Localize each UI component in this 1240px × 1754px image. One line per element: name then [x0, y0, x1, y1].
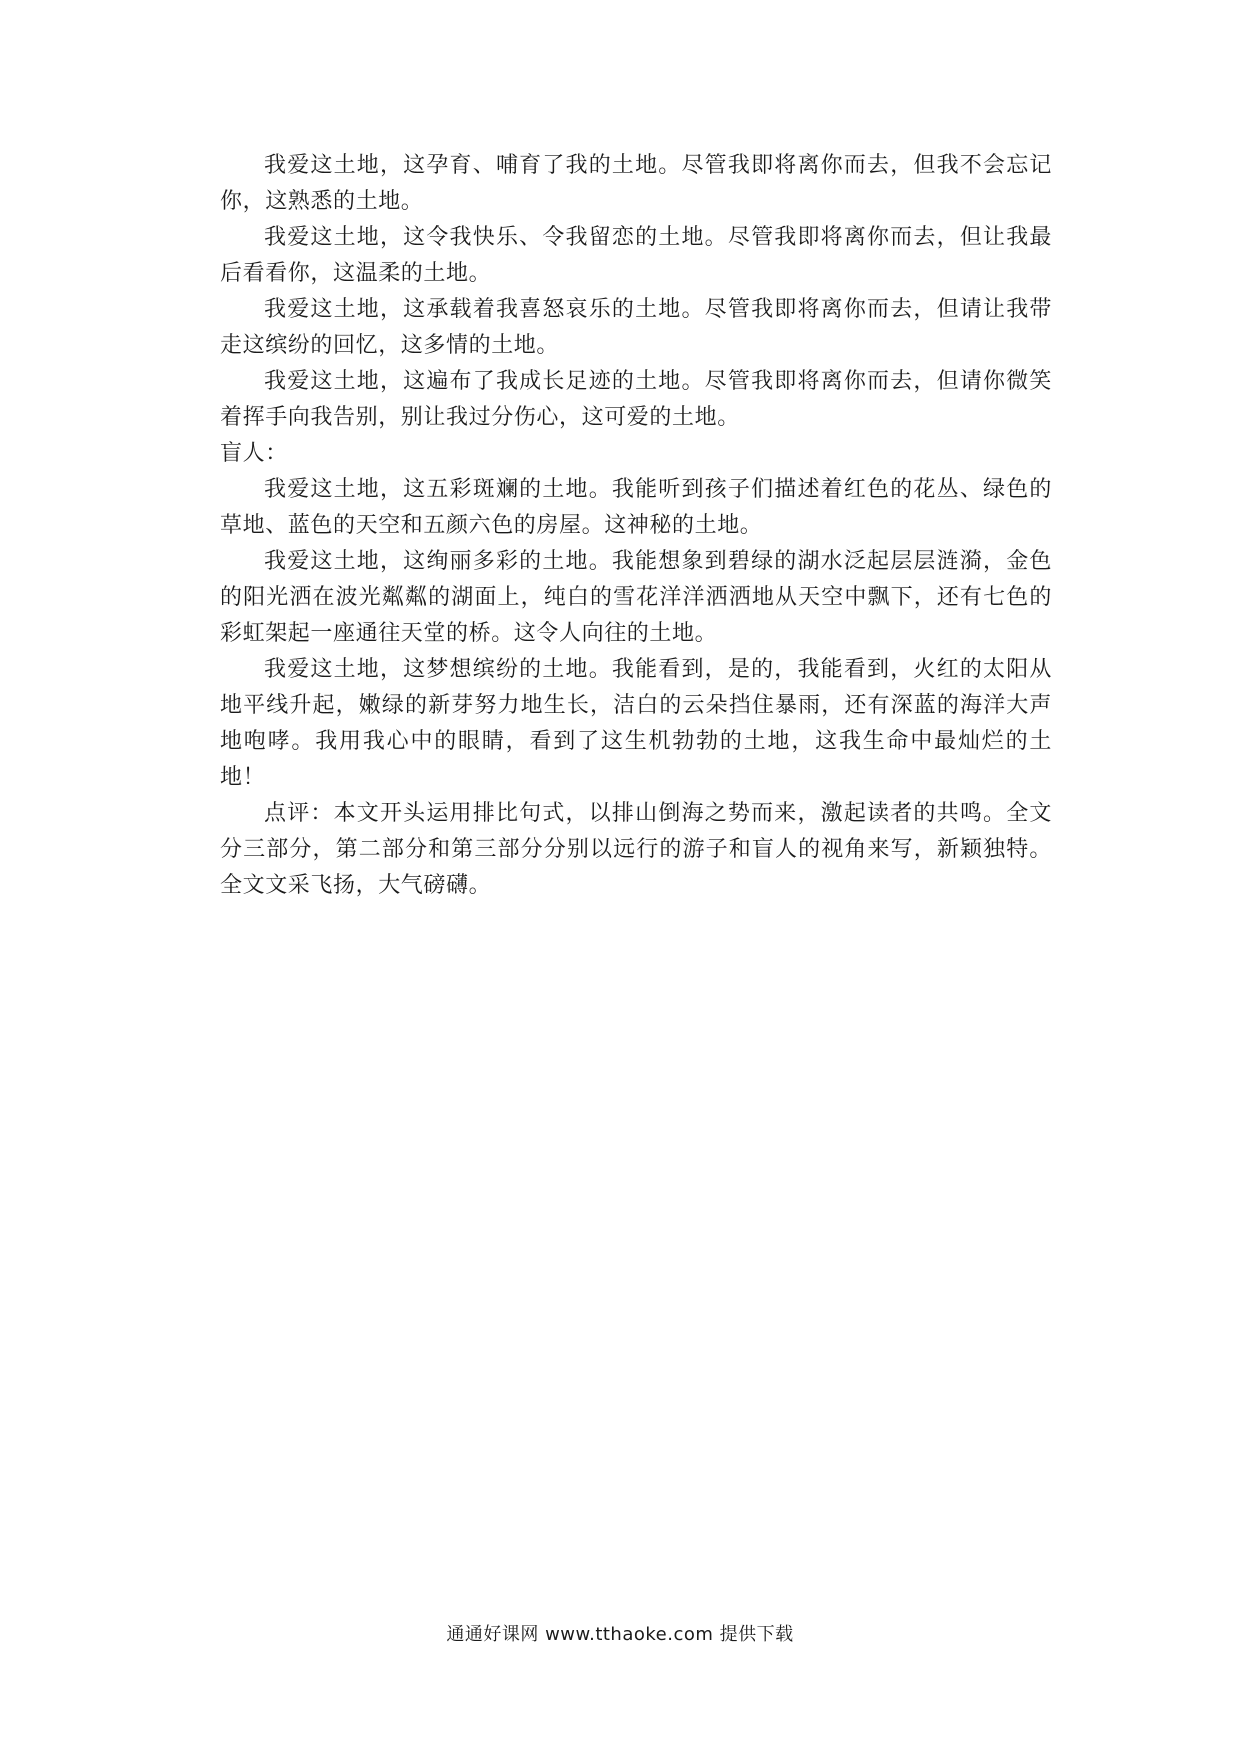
page-footer: 通通好课网 www.tthaoke.com 提供下载: [446, 1624, 794, 1645]
document-body: [220, 148, 1052, 904]
paragraph: 我爱这土地，这绚丽多彩的土地。我能想象到碧绿的湖水泛起层层涟漪，金色的阳光洒在波光粼粼的湖面上，纯白的雪花洋洋洒洒地从天空中飘下，还有七色的彩虹架起一座通往天堂的桥。这令人向往的土地。: [220, 549, 1052, 646]
paragraph: 我爱这土地，这令我快乐、令我留恋的土地。尽管我即将离你而去，但让我最后看看你，这温柔的土地。: [220, 225, 1052, 286]
commentary-paragraph: 点评：本文开头运用排比句式，以排山倒海之势而来，激起读者的共鸣。全文分三部分，第二部分和第三部分分别以远行的游子和盲人的视角来写，新颖独特。全文文采飞扬，大气磅礴。: [220, 801, 1052, 898]
paragraph: 我爱这土地，这五彩斑斓的土地。我能听到孩子们描述着红色的花丛、绿色的草地、蓝色的天空和五颜六色的房屋。这神秘的土地。: [220, 477, 1052, 538]
paragraph: 我爱这土地，这承载着我喜怒哀乐的土地。尽管我即将离你而去，但请让我带走这缤纷的回忆，这多情的土地。: [220, 297, 1052, 358]
paragraph: 我爱这土地，这遍布了我成长足迹的土地。尽管我即将离你而去，但请你微笑着挥手向我告别，别让我过分伤心，这可爱的土地。: [220, 369, 1052, 430]
section-label: 盲人：: [220, 441, 288, 466]
paragraph: 我爱这土地，这梦想缤纷的土地。我能看到，是的，我能看到，火红的太阳从地平线升起，嫩绿的新芽努力地生长，洁白的云朵挡住暴雨，还有深蓝的海洋大声地咆哮。我用我心中的眼睛，看到了这生机勃勃的土地，这我生命中最灿烂的土地！: [220, 657, 1052, 790]
paragraph: 我爱这土地，这孕育、哺育了我的土地。尽管我即将离你而去，但我不会忘记你，这熟悉的土地。: [220, 153, 1052, 214]
